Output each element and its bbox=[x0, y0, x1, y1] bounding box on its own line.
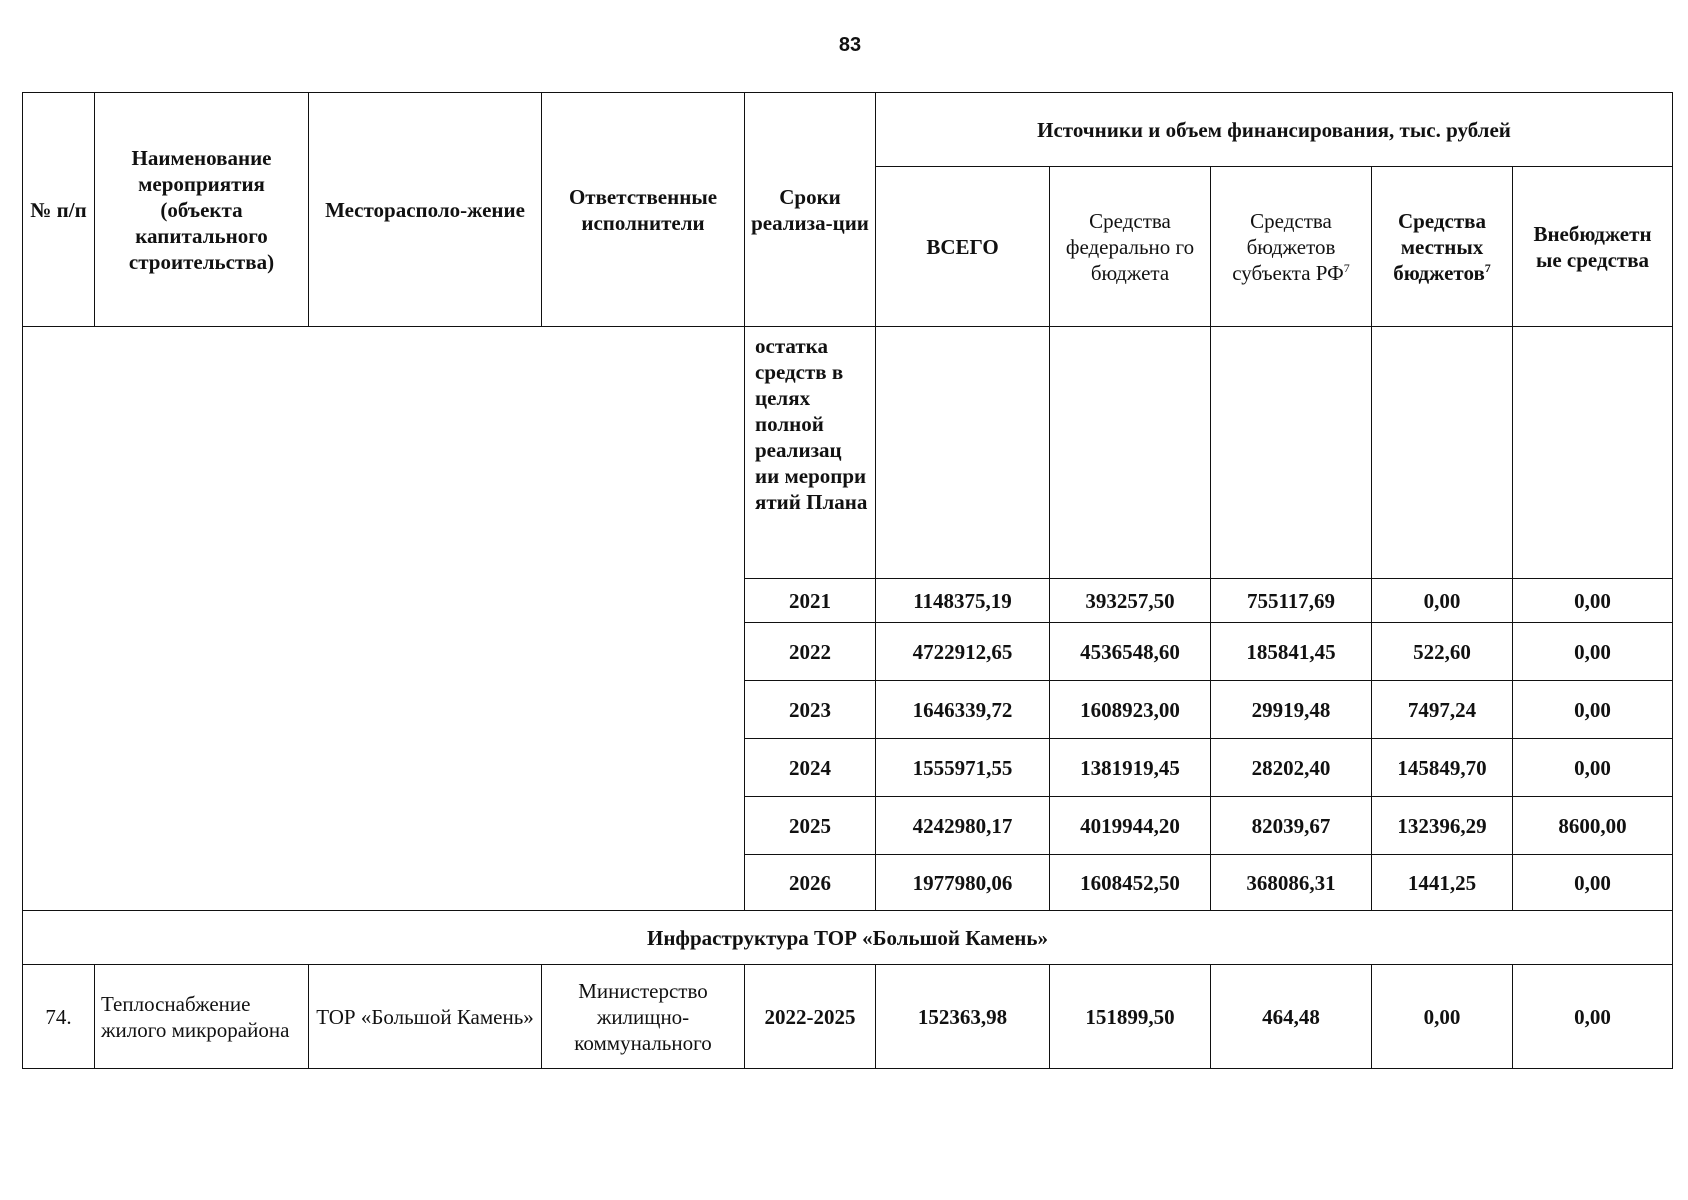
local-cell: 7497,24 bbox=[1372, 681, 1513, 739]
total-cell: 4722912,65 bbox=[876, 623, 1050, 681]
subject-cell: 82039,67 bbox=[1211, 797, 1372, 855]
local-cell: 1441,25 bbox=[1372, 855, 1513, 911]
federal-cell: 4536548,60 bbox=[1050, 623, 1211, 681]
local-cell: 132396,29 bbox=[1372, 797, 1513, 855]
local-cell: 522,60 bbox=[1372, 623, 1513, 681]
merged-blank-cell bbox=[23, 327, 745, 911]
empty-cell bbox=[1211, 327, 1372, 579]
local-cell: 0,00 bbox=[1372, 579, 1513, 623]
federal-cell: 1608452,50 bbox=[1050, 855, 1211, 911]
page-number: 83 bbox=[838, 34, 862, 56]
item-name: Теплоснабжение жилого микрорайона bbox=[95, 965, 309, 1069]
item-total: 152363,98 bbox=[876, 965, 1050, 1069]
header-offbudget: Внебюджетн ые средства bbox=[1513, 167, 1673, 327]
subject-cell: 755117,69 bbox=[1211, 579, 1372, 623]
federal-cell: 393257,50 bbox=[1050, 579, 1211, 623]
header-local bbox=[1372, 167, 1513, 327]
header-local-footnote: 7 bbox=[1484, 260, 1491, 275]
offbudget-cell: 8600,00 bbox=[1513, 797, 1673, 855]
item-row bbox=[23, 965, 1673, 1069]
item-subject: 464,48 bbox=[1211, 965, 1372, 1069]
header-subject bbox=[1211, 167, 1372, 327]
total-cell: 1555971,55 bbox=[876, 739, 1050, 797]
item-local: 0,00 bbox=[1372, 965, 1513, 1069]
header-row-1 bbox=[23, 93, 1673, 167]
item-responsible: Министерство жилищно-коммунального bbox=[542, 965, 745, 1069]
subject-cell: 28202,40 bbox=[1211, 739, 1372, 797]
year-cell: 2022 bbox=[745, 623, 876, 681]
continuation-row bbox=[23, 327, 1673, 579]
total-cell: 1977980,06 bbox=[876, 855, 1050, 911]
empty-cell bbox=[1050, 327, 1211, 579]
federal-cell: 1608923,00 bbox=[1050, 681, 1211, 739]
empty-cell bbox=[876, 327, 1050, 579]
offbudget-cell: 0,00 bbox=[1513, 739, 1673, 797]
header-terms: Сроки реализа-ции bbox=[745, 93, 876, 327]
continuation-text: остатка средств в целях полной реализац ии меропри ятий Плана bbox=[745, 327, 876, 579]
year-cell: 2023 bbox=[745, 681, 876, 739]
header-sources-group: Источники и объем финансирования, тыс. рублей bbox=[876, 93, 1673, 167]
item-location: ТОР «Большой Камень» bbox=[309, 965, 542, 1069]
header-subject-footnote: 7 bbox=[1343, 260, 1350, 275]
local-cell: 145849,70 bbox=[1372, 739, 1513, 797]
year-cell: 2026 bbox=[745, 855, 876, 911]
section-title: Инфраструктура ТОР «Большой Камень» bbox=[23, 911, 1673, 965]
subject-cell: 368086,31 bbox=[1211, 855, 1372, 911]
offbudget-cell: 0,00 bbox=[1513, 681, 1673, 739]
subject-cell: 185841,45 bbox=[1211, 623, 1372, 681]
total-cell: 4242980,17 bbox=[876, 797, 1050, 855]
header-total: ВСЕГО bbox=[876, 167, 1050, 327]
year-cell: 2025 bbox=[745, 797, 876, 855]
header-subject-text: Средства бюджетов субъекта РФ bbox=[1232, 208, 1344, 285]
total-cell: 1148375,19 bbox=[876, 579, 1050, 623]
header-num: № п/п bbox=[23, 93, 95, 327]
financing-table bbox=[22, 92, 1673, 1069]
header-responsible: Ответственные исполнители bbox=[542, 93, 745, 327]
item-offbudget: 0,00 bbox=[1513, 965, 1673, 1069]
total-cell: 1646339,72 bbox=[876, 681, 1050, 739]
year-cell: 2021 bbox=[745, 579, 876, 623]
header-name: Наименование мероприятия (объекта капитального строительства) bbox=[95, 93, 309, 327]
header-federal: Средства федерально го бюджета bbox=[1050, 167, 1211, 327]
offbudget-cell: 0,00 bbox=[1513, 855, 1673, 911]
federal-cell: 1381919,45 bbox=[1050, 739, 1211, 797]
section-row bbox=[23, 911, 1673, 965]
header-local-text: Средства местных бюджетов bbox=[1393, 208, 1486, 285]
item-terms: 2022-2025 bbox=[745, 965, 876, 1069]
federal-cell: 4019944,20 bbox=[1050, 797, 1211, 855]
empty-cell bbox=[1513, 327, 1673, 579]
item-num: 74. bbox=[23, 965, 95, 1069]
header-location: Месторасполо-жение bbox=[309, 93, 542, 327]
item-federal: 151899,50 bbox=[1050, 965, 1211, 1069]
offbudget-cell: 0,00 bbox=[1513, 623, 1673, 681]
year-cell: 2024 bbox=[745, 739, 876, 797]
empty-cell bbox=[1372, 327, 1513, 579]
offbudget-cell: 0,00 bbox=[1513, 579, 1673, 623]
subject-cell: 29919,48 bbox=[1211, 681, 1372, 739]
